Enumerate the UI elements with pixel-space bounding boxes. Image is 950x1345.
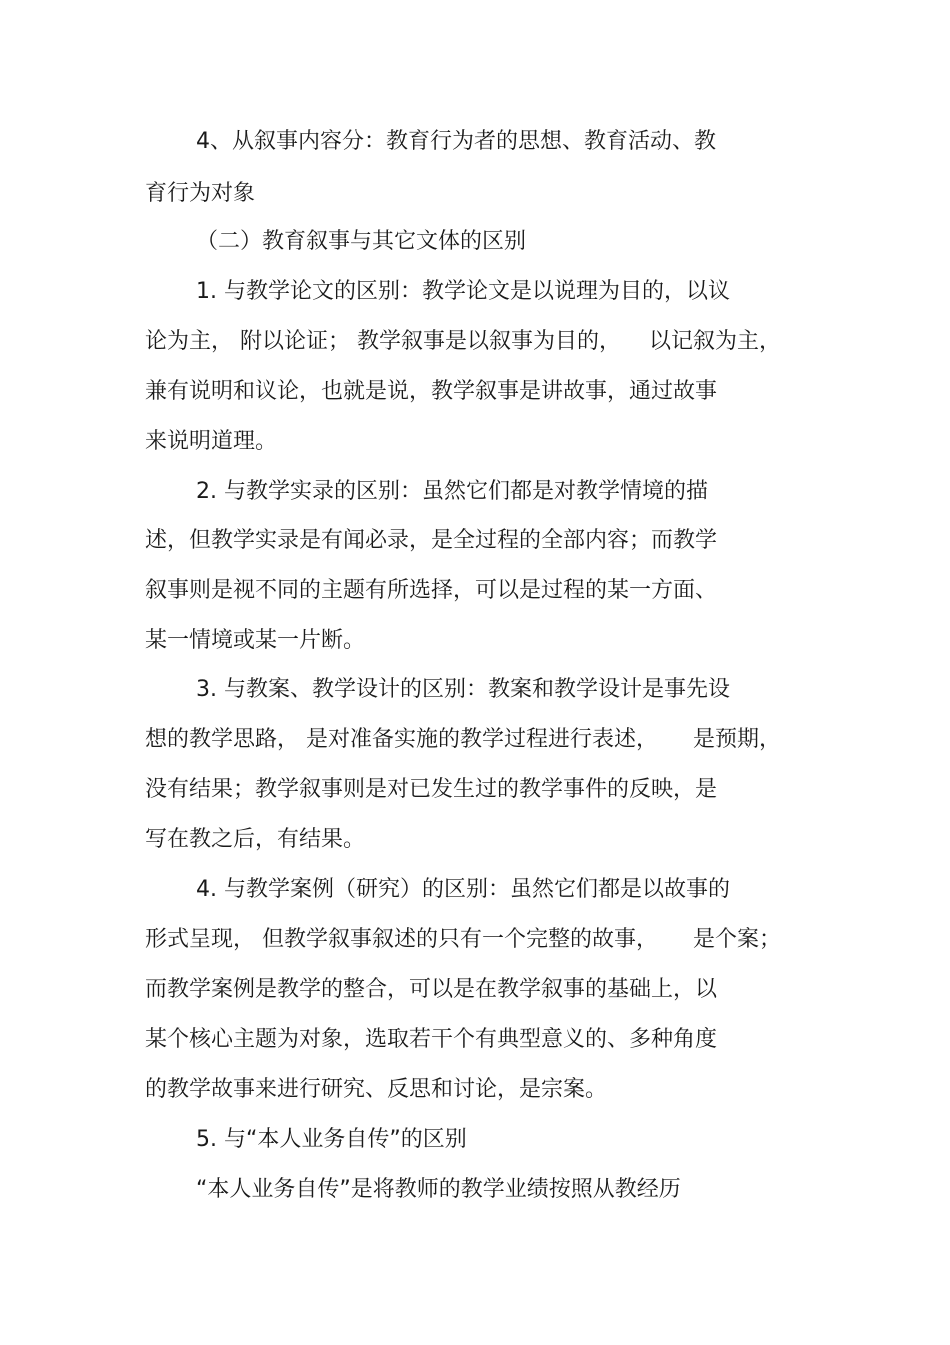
text-line: 兼有说明和议论，也就是说，教学叙事是讲故事，通过故事 — [145, 379, 718, 404]
text-line: 写在教之后，有结果。 — [145, 827, 366, 852]
text-line: 4、从叙事内容分：教育行为者的思想、教育活动、教 — [196, 129, 716, 154]
text-line: 论为主， 附以论证； 教学叙事是以叙事为目的， 以记叙为主， — [145, 329, 781, 354]
text-line: 而教学案例是教学的整合，可以是在教学叙事的基础上，以 — [145, 977, 718, 1002]
text-line: 1. 与教学论文的区别：教学论文是以说理为目的，以议 — [196, 279, 730, 304]
text-line: 3. 与教案、教学设计的区别：教案和教学设计是事先设 — [196, 677, 730, 702]
text-line: 来说明道理。 — [145, 429, 278, 454]
text-line: 育行为对象 — [145, 181, 256, 206]
text-line: 5. 与“本人业务自传”的区别 — [196, 1127, 467, 1152]
text-line: 的教学故事来进行研究、反思和讨论，是宗案。 — [145, 1077, 608, 1102]
text-line: 想的教学思路， 是对准备实施的教学过程进行表述， 是预期， — [145, 727, 781, 752]
text-line: 某一情境或某一片断。 — [145, 628, 366, 653]
section-heading: （二）教育叙事与其它文体的区别 — [196, 229, 527, 254]
text-line: 2. 与教学实录的区别：虽然它们都是对教学情境的描 — [196, 479, 708, 504]
text-line: “本人业务自传”是将教师的教学业绩按照从教经历 — [196, 1177, 681, 1202]
text-line: 4. 与教学案例（研究）的区别：虽然它们都是以故事的 — [196, 877, 730, 902]
text-line: 没有结果；教学叙事则是对已发生过的教学事件的反映，是 — [145, 777, 718, 802]
text-line: 述，但教学实录是有闻必录，是全过程的全部内容；而教学 — [145, 528, 718, 553]
text-line: 形式呈现， 但教学叙事叙述的只有一个完整的故事， 是个案； — [145, 927, 781, 952]
text-line: 叙事则是视不同的主题有所选择，可以是过程的某一方面、 — [145, 578, 718, 603]
text-line: 某个核心主题为对象，选取若干个有典型意义的、多种角度 — [145, 1027, 718, 1052]
